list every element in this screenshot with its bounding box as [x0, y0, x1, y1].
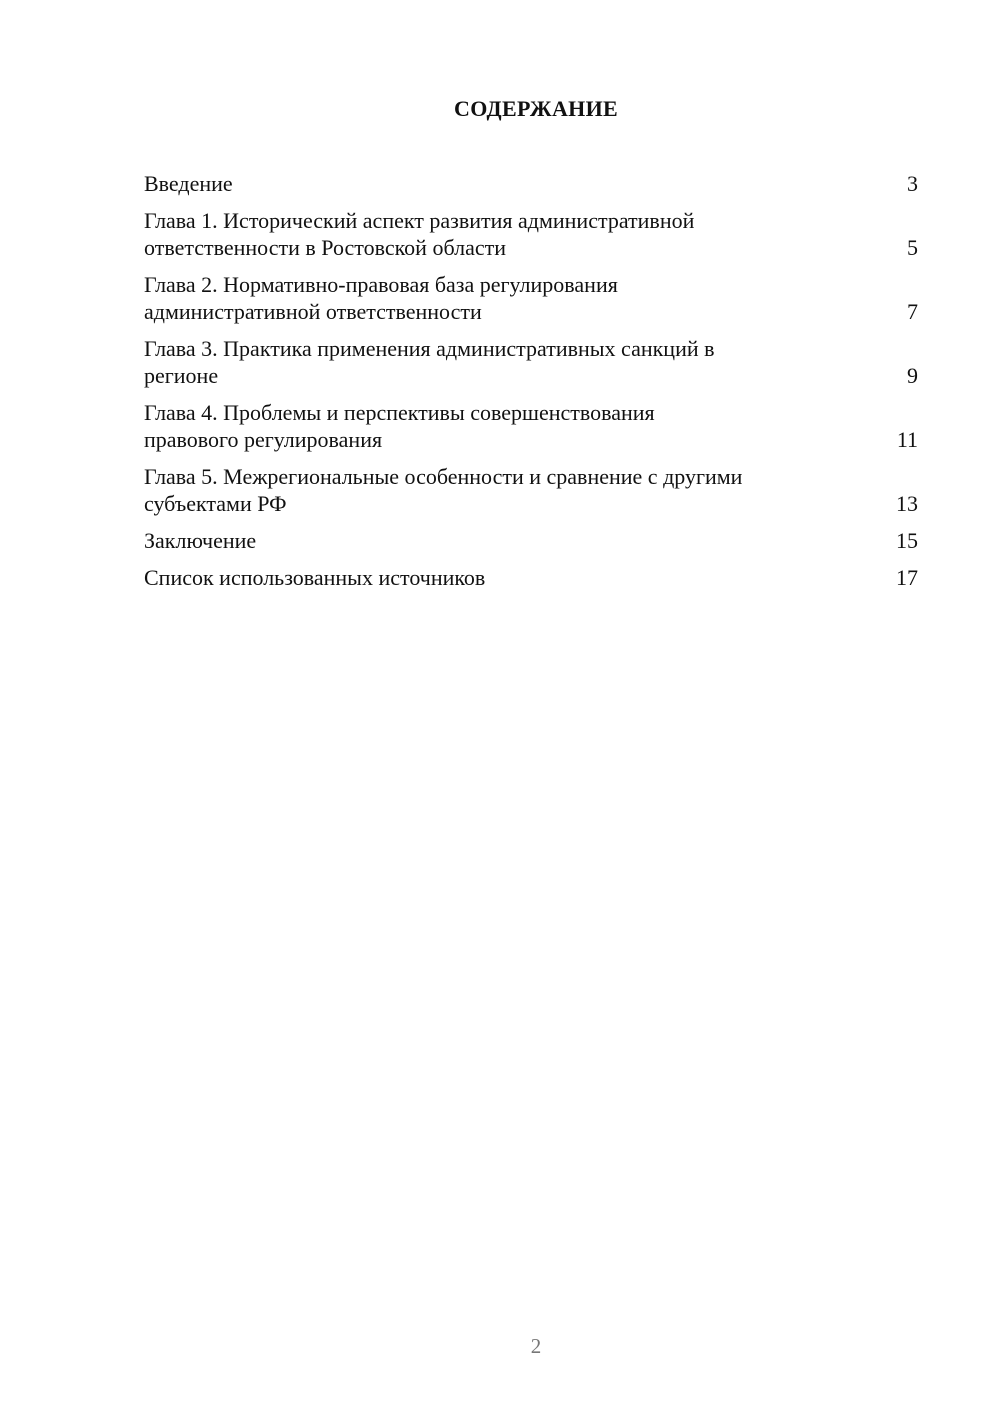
toc-entry-line: Заключение — [144, 528, 257, 553]
toc-entry-text — [144, 170, 233, 197]
toc-entry-line: субъектами РФ — [144, 491, 287, 516]
toc-entry-page: 7 — [907, 299, 918, 324]
toc-entry-text — [144, 207, 694, 261]
toc-entry-page: 13 — [896, 491, 918, 516]
toc-entry-line: Глава 4. Проблемы и перспективы совершенствования — [144, 400, 655, 425]
toc-entry-chapter-2[interactable] — [144, 271, 918, 325]
toc-entry-text — [144, 527, 256, 554]
toc-entry-text — [144, 564, 485, 591]
toc-entry-chapter-1[interactable] — [144, 207, 918, 261]
toc-entry-page: 11 — [896, 427, 918, 452]
toc-entry-line: Глава 5. Межрегиональные особенности и сравнение с другими — [144, 464, 743, 489]
toc-entry-line: регионе — [144, 363, 219, 388]
toc-entry-line: Введение — [144, 171, 233, 196]
toc-entry-line: Глава 3. Практика применения административных санкций в — [144, 336, 715, 361]
toc-entry-introduction[interactable] — [144, 170, 918, 197]
toc-entry-chapter-3[interactable] — [144, 335, 918, 389]
toc-entry-page: 9 — [907, 363, 918, 388]
table-of-contents — [144, 170, 918, 601]
toc-entry-page: 5 — [907, 235, 918, 260]
toc-entry-text — [144, 399, 655, 453]
toc-entry-page: 3 — [907, 171, 918, 196]
toc-entry-line: Глава 1. Исторический аспект развития административной — [144, 208, 695, 233]
toc-entry-line: ответственности в Ростовской области — [144, 235, 507, 260]
toc-entry-references[interactable] — [144, 564, 918, 591]
toc-entry-conclusion[interactable] — [144, 527, 918, 554]
toc-entry-page: 17 — [896, 565, 918, 590]
toc-entry-line: правового регулирования — [144, 427, 383, 452]
toc-entry-text — [144, 463, 742, 517]
toc-entry-chapter-4[interactable] — [144, 399, 918, 453]
toc-entry-line: Глава 2. Нормативно-правовая база регулирования — [144, 272, 618, 297]
toc-entry-line: Список использованных источников — [144, 565, 486, 590]
toc-entry-page: 15 — [896, 528, 918, 553]
toc-entry-text — [144, 335, 715, 389]
toc-entry-line: административной ответственности — [144, 299, 482, 324]
toc-entry-text — [144, 271, 618, 325]
page-number: 2 — [530, 1334, 542, 1358]
toc-entry-chapter-5[interactable] — [144, 463, 918, 517]
toc-title: СОДЕРЖАНИЕ — [454, 96, 618, 121]
